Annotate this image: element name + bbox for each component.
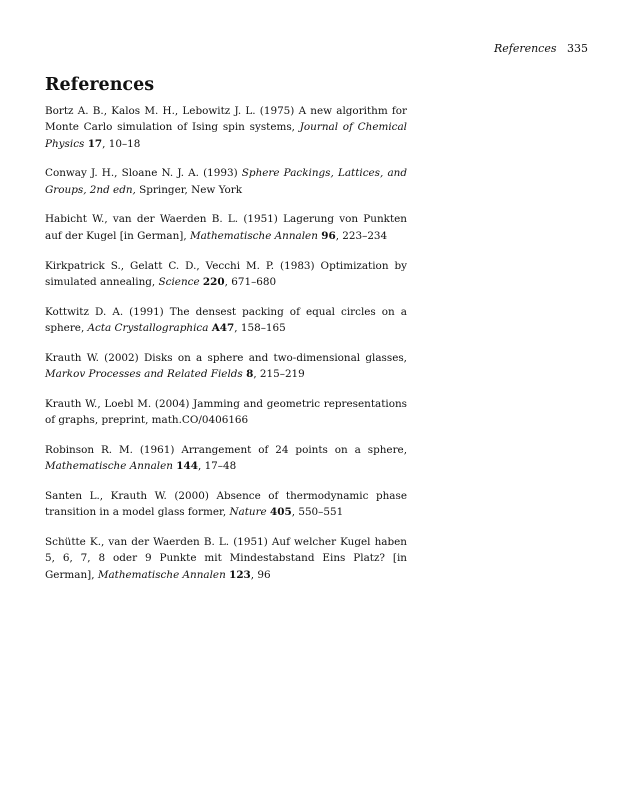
reference-venue: Acta Crystallographica — [87, 321, 209, 334]
running-header — [494, 42, 588, 55]
reference-text: Habicht W., van der Waerden B. L. (1951) Lagerung von Punkten auf der Kugel [in German], — [45, 213, 407, 242]
reference-text: Schütte K., van der Waerden B. L. (1951) Auf welcher Kugel haben 5, 6, 7, 8 oder 9 Punkte mit Mindestabstand Eins Platz? [in German], — [45, 536, 407, 581]
reference-item — [45, 211, 407, 244]
reference-item — [45, 103, 407, 152]
reference-venue: Science — [158, 275, 200, 288]
reference-item — [45, 488, 407, 521]
reference-pages: , 158–165 — [234, 321, 286, 334]
reference-venue: Mathematische Annalen — [45, 460, 173, 473]
reference-text: Kirkpatrick S., Gelatt C. D., Vecchi M. P. (1983) Optimization by simulated annealing, — [45, 259, 407, 288]
reference-pages: , 10–18 — [102, 137, 141, 150]
reference-volume: A47 — [211, 321, 235, 334]
reference-item — [45, 442, 407, 475]
reference-volume: 8 — [246, 368, 254, 381]
reference-item — [45, 304, 407, 337]
reference-venue: Sphere Packings, Lattices, and Groups, 2nd edn, — [45, 167, 407, 196]
reference-pages: , 223–234 — [335, 229, 388, 242]
reference-venue: Mathematische Annalen — [97, 568, 226, 581]
reference-venue: Markov Processes and Related Fields — [45, 368, 243, 381]
reference-pages: , 17–48 — [197, 460, 237, 473]
reference-volume: 144 — [176, 460, 198, 473]
reference-item — [45, 258, 407, 291]
reference-volume: 220 — [202, 275, 225, 288]
reference-item — [45, 396, 407, 429]
reference-text: Bortz A. B., Kalos M. H., Lebowitz J. L. (1975) A new algorithm for Monte Carlo simulation of Ising spin systems, — [45, 105, 407, 134]
reference-text: Robinson R. M. (1961) Arrangement of 24 points on a sphere, — [45, 443, 407, 456]
reference-pages: , 215–219 — [253, 368, 305, 381]
reference-item — [45, 350, 407, 383]
reference-text: Kottwitz D. A. (1991) The densest packing of equal circles on a sphere, — [45, 305, 407, 334]
reference-venue: Mathematische Annalen — [189, 229, 318, 242]
reference-volume: 96 — [321, 229, 336, 242]
reference-pages: Springer, New York — [135, 183, 243, 196]
reference-text: Krauth W. (2002) Disks on a sphere and two-dimensional glasses, — [45, 351, 407, 364]
reference-venue: Nature — [229, 506, 267, 519]
reference-text: Conway J. H., Sloane N. J. A. (1993) — [45, 167, 242, 180]
reference-list — [45, 103, 407, 597]
reference-item — [45, 165, 407, 198]
page-number: 335 — [567, 42, 588, 55]
reference-volume: 123 — [229, 568, 251, 581]
reference-item — [45, 534, 407, 583]
reference-volume: 17 — [87, 137, 103, 150]
reference-pages: , 550–551 — [291, 506, 344, 519]
reference-volume: 405 — [270, 506, 292, 519]
reference-text: Santen L., Krauth W. (2000) Absence of thermodynamic phase transition in a model glass former, — [45, 490, 407, 519]
running-title: References — [493, 42, 557, 55]
reference-venue: Journal of Chemical Physics — [45, 121, 407, 150]
reference-pages: , 671–680 — [224, 275, 277, 288]
reference-text: Krauth W., Loebl M. (2004) Jamming and geometric representations of graphs, preprint, math.CO/0406166 — [45, 397, 407, 427]
section-title: References — [45, 75, 155, 95]
reference-pages: , 96 — [250, 568, 271, 581]
